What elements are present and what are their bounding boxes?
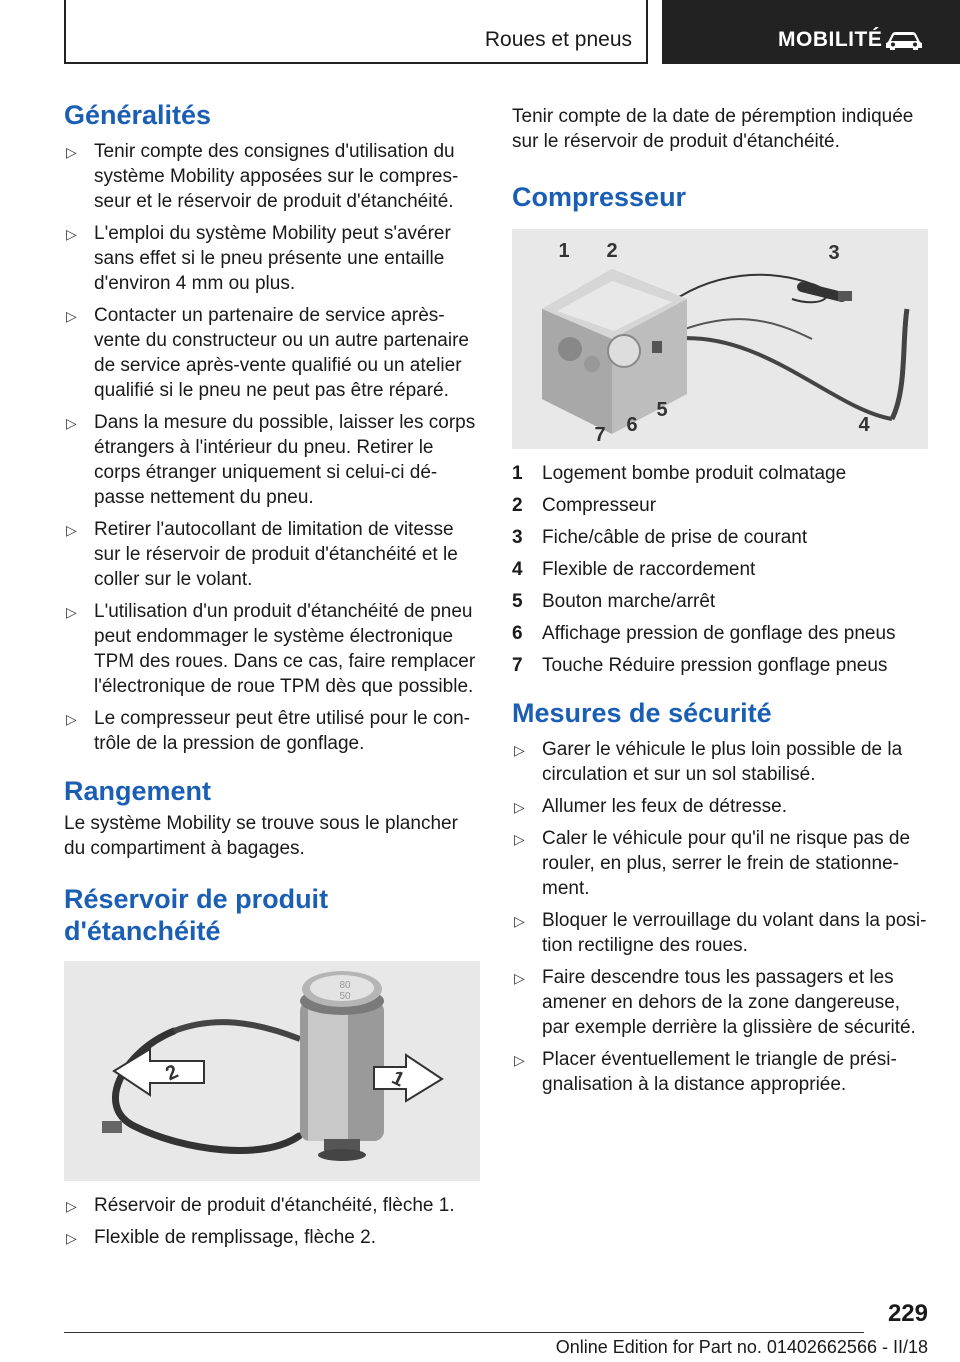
generalites-item [64, 221, 480, 296]
compressor-part-number: 4 [512, 559, 523, 580]
footer-divider [64, 1332, 864, 1333]
generalites-item [64, 599, 480, 699]
securite-item [512, 908, 928, 958]
generalites-item [64, 303, 480, 403]
compressor-label-4: 4 [858, 414, 870, 436]
expiry-text: Tenir compte de la date de péremption indiquée sur le réservoir de produit d'étanchéité. [512, 106, 914, 152]
reservoir-list [64, 1193, 480, 1250]
reservoir-heading-line1: Réservoir de produit [64, 884, 329, 914]
compressor-part-number: 6 [512, 623, 523, 644]
compressor-part-item [512, 653, 928, 678]
page-number: 229 [887, 1300, 928, 1327]
bullet-triangle-icon: ▷ [514, 742, 525, 758]
gauge-label-80: 80 [339, 980, 351, 991]
compressor-part-item [512, 557, 928, 582]
reservoir-illustration [64, 961, 480, 1181]
compressor-part-number: 2 [512, 495, 523, 516]
car-icon [884, 28, 924, 52]
header-chapter-box [662, 0, 960, 64]
securite-item [512, 1047, 928, 1097]
bullet-triangle-icon: ▷ [66, 415, 77, 431]
compressor-label-1: 1 [558, 240, 570, 262]
generalites-item [64, 517, 480, 592]
bullet-triangle-icon: ▷ [514, 913, 525, 929]
bullet-triangle-icon: ▷ [514, 831, 525, 847]
compressor-part-number: 7 [512, 655, 523, 676]
generalites-item [64, 706, 480, 756]
compressor-part-item [512, 493, 928, 518]
bullet-triangle-icon: ▷ [66, 144, 77, 160]
compressor-part-label: Touche Réduire pression gonflage pneus [542, 655, 888, 676]
generalites-list [64, 139, 480, 756]
securite-item [512, 794, 928, 819]
compressor-part-label: Logement bombe produit colmatage [542, 463, 847, 484]
compressor-figure [512, 229, 928, 449]
compressor-label-3: 3 [828, 242, 840, 264]
bullet-triangle-icon: ▷ [66, 711, 77, 727]
securite-heading: Mesures de sécurité [512, 698, 772, 728]
compressor-parts-list [512, 461, 928, 678]
securite-item [512, 826, 928, 901]
securite-item-text: Bloquer le verrouillage du volant dans la position rectiligne des roues. [542, 910, 927, 956]
securite-item-text: Allumer les feux de détresse. [542, 796, 788, 817]
compressor-part-number: 3 [512, 527, 523, 548]
generalites-item-text: L'emploi du système Mobility peut s'avérer sans effet si le pneu présente une entaille d'environ 4 mm ou plus. [94, 223, 451, 294]
securite-item [512, 737, 928, 787]
reservoir-heading [64, 883, 480, 947]
compressor-part-label: Compresseur [542, 495, 657, 516]
compressor-illustration [512, 229, 928, 449]
compressor-part-label: Fiche/câble de prise de courant [542, 527, 808, 548]
reservoir-figure [64, 961, 480, 1181]
left-column [64, 100, 480, 1257]
compressor-part-number: 1 [512, 463, 523, 484]
reservoir-arrow-label-2: 2 [162, 1060, 182, 1086]
bullet-triangle-icon: ▷ [66, 604, 77, 620]
header-section-title: Roues et pneus [484, 28, 632, 51]
header-section-box [64, 0, 648, 64]
securite-item-text: Placer éventuellement le triangle de présignalisation à la distance appropriée. [542, 1049, 897, 1095]
securite-item-text: Garer le véhicule le plus loin possible de la circulation et sur un sol stabilisé. [542, 739, 903, 785]
compressor-part-item [512, 589, 928, 614]
bullet-triangle-icon: ▷ [66, 308, 77, 324]
compressor-label-6: 6 [626, 414, 638, 436]
generalites-item-text: Contacter un partenaire de service après-vente du constructeur ou un autre partenaire de service après-vente qualifié ou un atelier qualifié si le pneu ne peut pas être réparé. [94, 305, 469, 401]
compressor-part-number: 5 [512, 591, 523, 612]
rangement-heading: Rangement [64, 776, 212, 806]
compressor-part-label: Flexible de raccordement [542, 559, 756, 580]
securite-item [512, 965, 928, 1040]
compressor-label-7: 7 [594, 424, 606, 446]
rangement-text: Le système Mobility se trouve sous le plancher du compartiment à bagages. [64, 813, 458, 859]
bullet-triangle-icon: ▷ [66, 1230, 77, 1246]
bullet-triangle-icon: ▷ [514, 1052, 525, 1068]
generalites-item-text: Le compresseur peut être utilisé pour le contrôle de la pression de gonflage. [94, 708, 470, 754]
bullet-triangle-icon: ▷ [66, 522, 77, 538]
compressor-part-item [512, 621, 928, 646]
right-column [512, 100, 928, 1104]
reservoir-item [64, 1193, 480, 1218]
compressor-label-5: 5 [656, 399, 668, 421]
reservoir-item-text: Réservoir de produit d'étanchéité, flèche 1. [94, 1195, 455, 1216]
compressor-part-label: Bouton marche/arrêt [542, 591, 716, 612]
generalites-item-text: Retirer l'autocollant de limitation de vitesse sur le réservoir de produit d'étanchéité et le coller sur le volant. [94, 519, 458, 590]
generalites-heading: Généralités [64, 100, 212, 130]
generalites-item-text: L'utilisation d'un produit d'étanchéité de pneu peut endommager le système électronique TPM des roues. Dans ce cas, faire remplacer l'électronique de roue TPM dès que possible. [94, 601, 476, 697]
bullet-triangle-icon: ▷ [66, 226, 77, 242]
securite-item-text: Faire descendre tous les passagers et les amener en dehors de la zone dangereuse, par exemple derrière la glissière de sécurité. [542, 967, 916, 1038]
compressor-label-2: 2 [606, 240, 618, 262]
gauge-label-50: 50 [339, 991, 351, 1002]
reservoir-heading-line2: d'étanchéité [64, 916, 221, 946]
bullet-triangle-icon: ▷ [514, 970, 525, 986]
compressor-part-label: Affichage pression de gonflage des pneus [542, 623, 896, 644]
footer-edition: Online Edition for Part no. 01402662566 - II/18 [555, 1337, 928, 1357]
securite-list [512, 737, 928, 1097]
securite-item-text: Caler le véhicule pour qu'il ne risque pas de rouler, en plus, serrer le frein de stationnement. [542, 828, 911, 899]
compressor-part-item [512, 461, 928, 486]
compresseur-heading: Compresseur [512, 182, 687, 212]
generalites-item [64, 139, 480, 214]
bullet-triangle-icon: ▷ [514, 799, 525, 815]
reservoir-arrow-label-1: 1 [388, 1066, 408, 1092]
bullet-triangle-icon: ▷ [66, 1198, 77, 1214]
compressor-part-item [512, 525, 928, 550]
generalites-item-text: Tenir compte des consignes d'utilisation du système Mobility apposées sur le compresseur et le réservoir de produit d'étanchéité. [94, 141, 459, 212]
reservoir-item [64, 1225, 480, 1250]
header-chapter-title: MOBILITÉ [778, 28, 883, 51]
reservoir-item-text: Flexible de remplissage, flèche 2. [94, 1227, 376, 1248]
generalites-item-text: Dans la mesure du possible, laisser les corps étrangers à l'intérieur du pneu. Retirer le corps étranger uniquement si celui-ci dépasse nettement du pneu. [94, 412, 476, 508]
generalites-item [64, 410, 480, 510]
